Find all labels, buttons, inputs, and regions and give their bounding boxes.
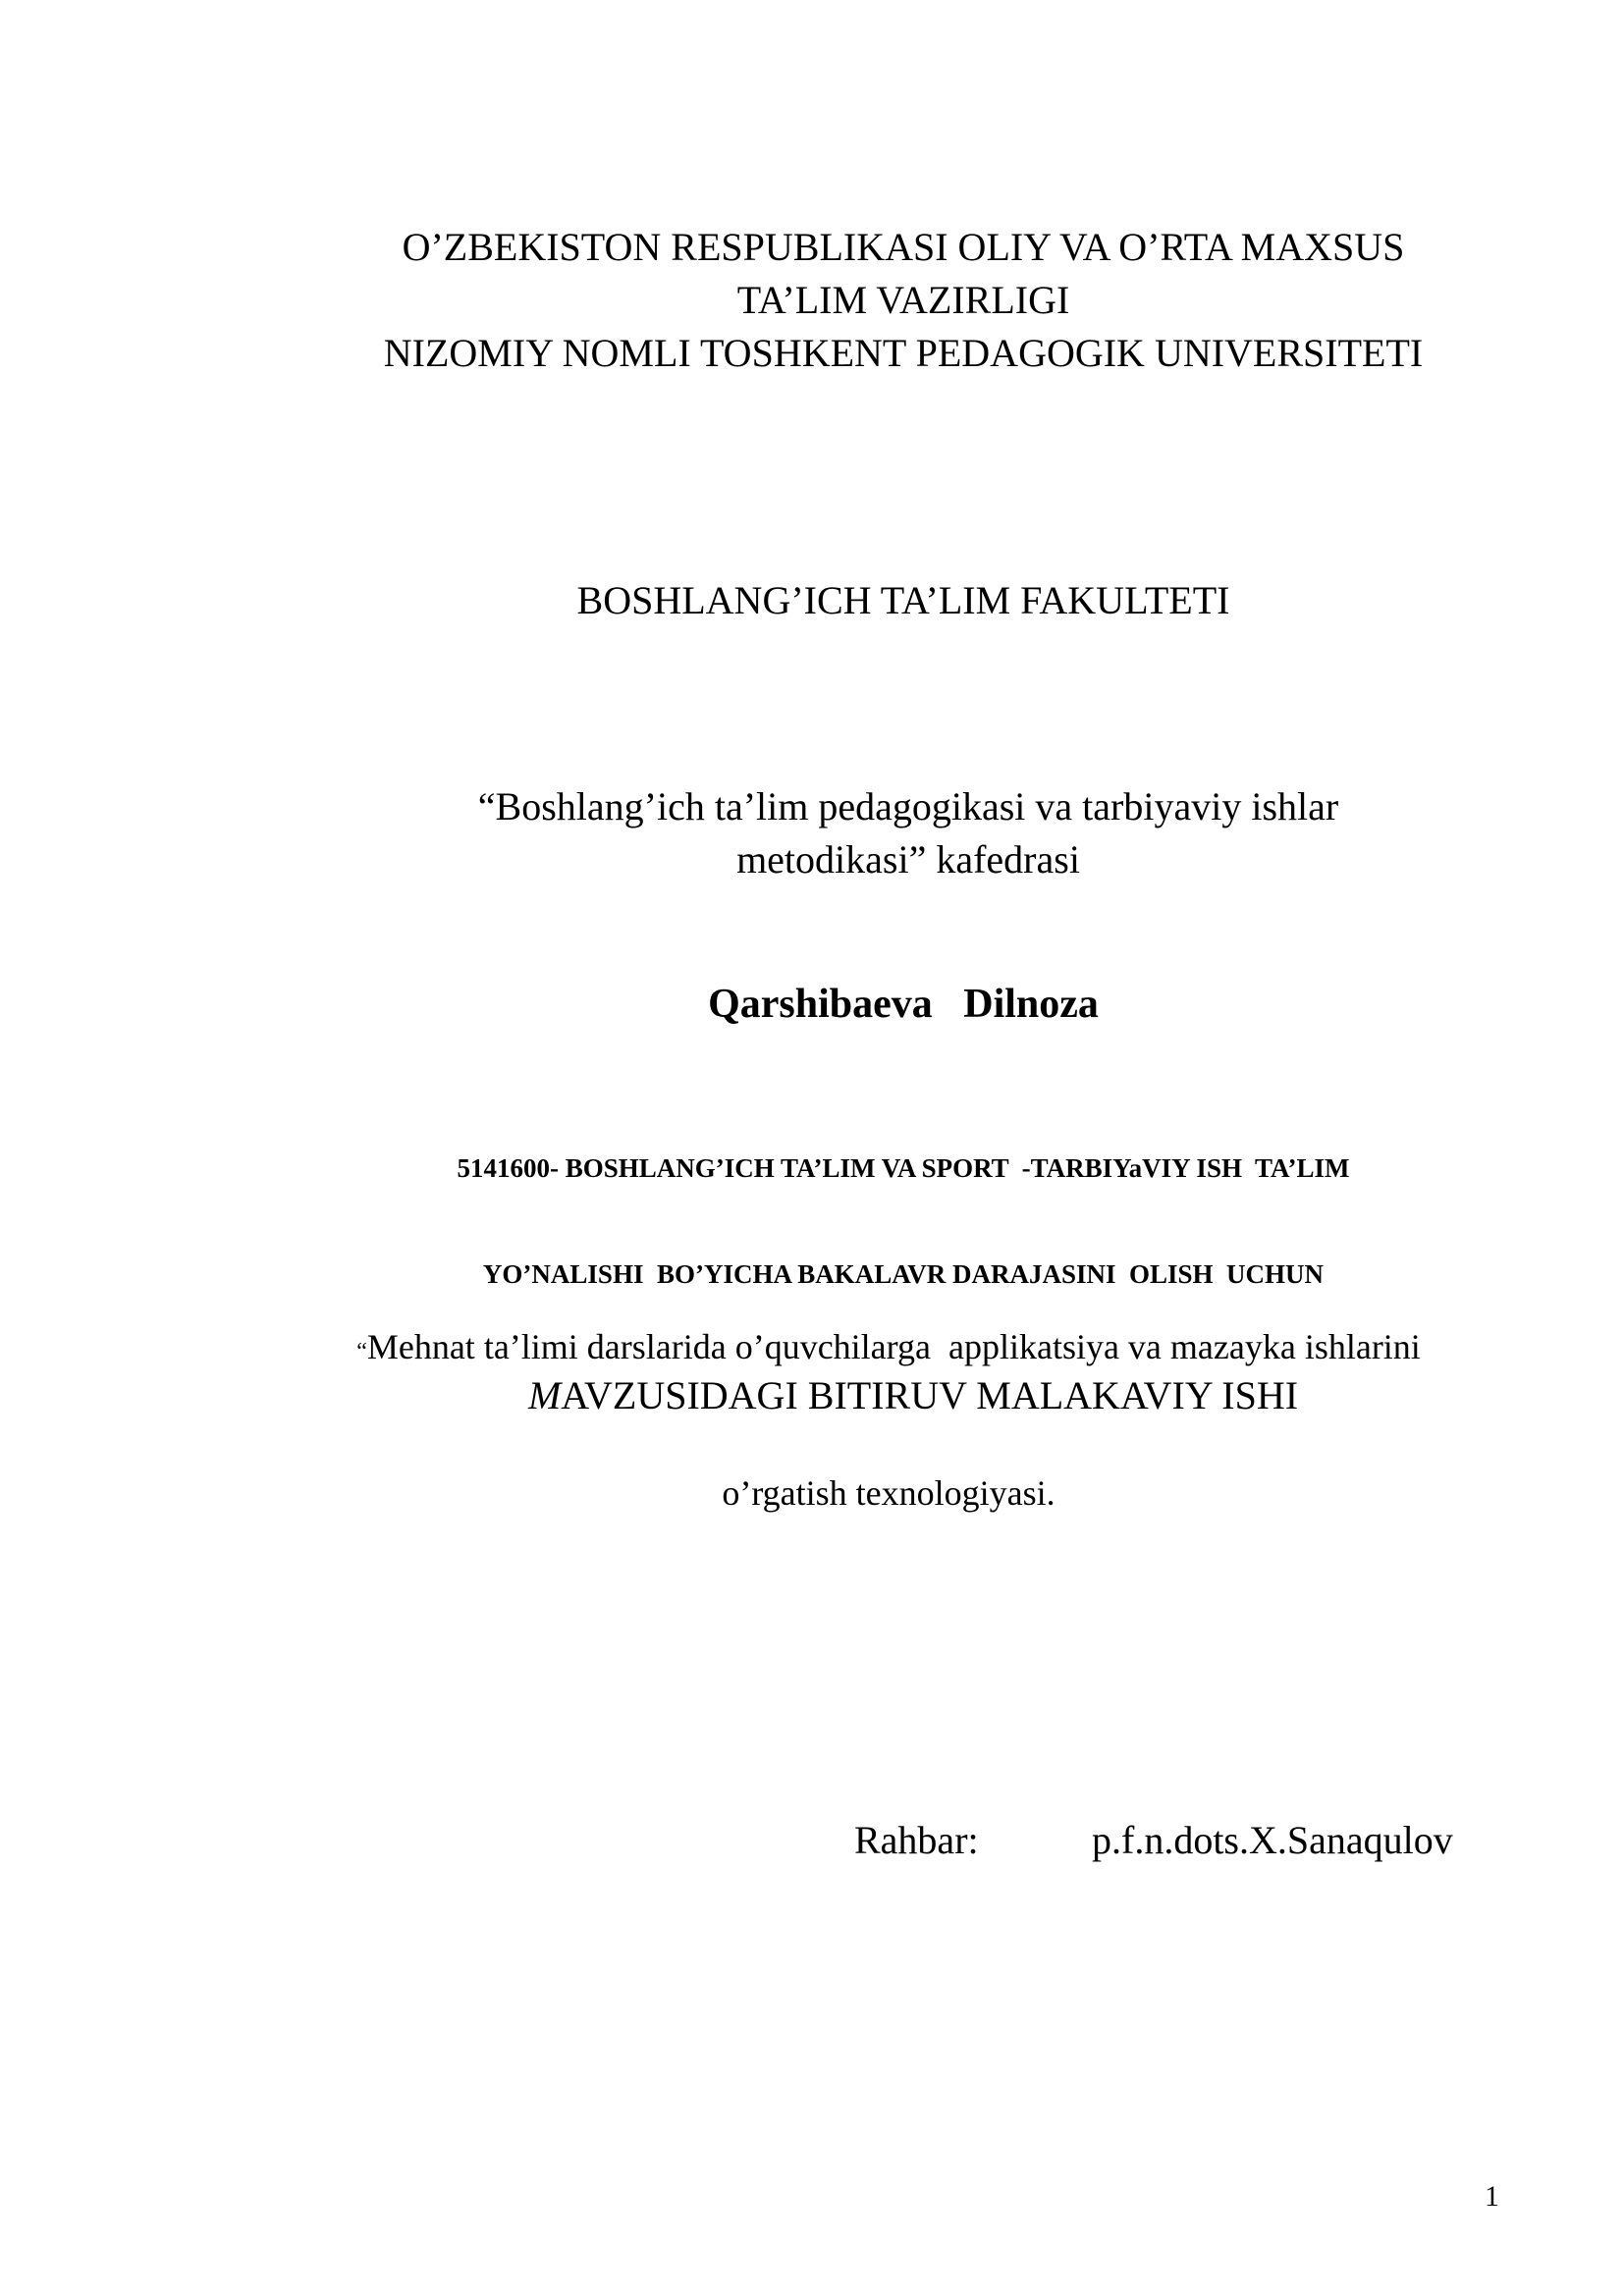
supervisor-name: p.f.n.dots.X.Sanaqulov (1092, 1818, 1453, 1862)
ministry-line-2: TA’LIM VAZIRLIGI (736, 278, 1070, 322)
ministry-header (319, 221, 1488, 380)
department-line-2: metodikasi” kafedrasi (736, 837, 1080, 881)
supervisor-label: Rahbar: (854, 1818, 979, 1862)
department-name (324, 780, 1492, 886)
work-type-initial: M (527, 1373, 562, 1417)
ministry-line-1: O’ZBEKISTON RESPUBLIKASI OLIY VA O’RTA MAXSUS (402, 225, 1405, 269)
faculty-name: BOSHLANG’ICH TA’LIM FAKULTETI (576, 578, 1230, 622)
specialty-line-1: 5141600- BOSHLANG’ICH TA’LIM VA SPORT -TARBIYaVIY ISH TA’LIM (457, 1153, 1350, 1183)
specialty-line-2: YO’NALISHI BO’YICHA BAKALAVR DARAJASINI OLISH UCHUN (482, 1259, 1325, 1289)
work-type-rest: AVZUSIDAGI BITIRUV MALAKAVIY ISHI (561, 1373, 1299, 1417)
department-line-1: “Boshlang’ich ta’lim pedagogikasi va tarbiyaviy ishlar (477, 784, 1339, 828)
university-name: NIZOMIY NOMLI TOSHKENT PEDAGOGIK UNIVERSITETI (383, 331, 1424, 375)
work-type (422, 1369, 1404, 1422)
page-number: 1 (1485, 2180, 1499, 2213)
author-name: Qarshibaeva Dilnoza (708, 982, 1099, 1027)
topic-open-quote: “ (356, 1339, 367, 1364)
topic-line-2: o’rgatish texnologiyasi. (722, 1473, 1056, 1513)
topic-line-1 (285, 1323, 1492, 1375)
topic-line-1-text: Mehnat ta’limi darslarida o’quvchilarga applikatsiya va mazayka ishlarini (366, 1327, 1421, 1366)
